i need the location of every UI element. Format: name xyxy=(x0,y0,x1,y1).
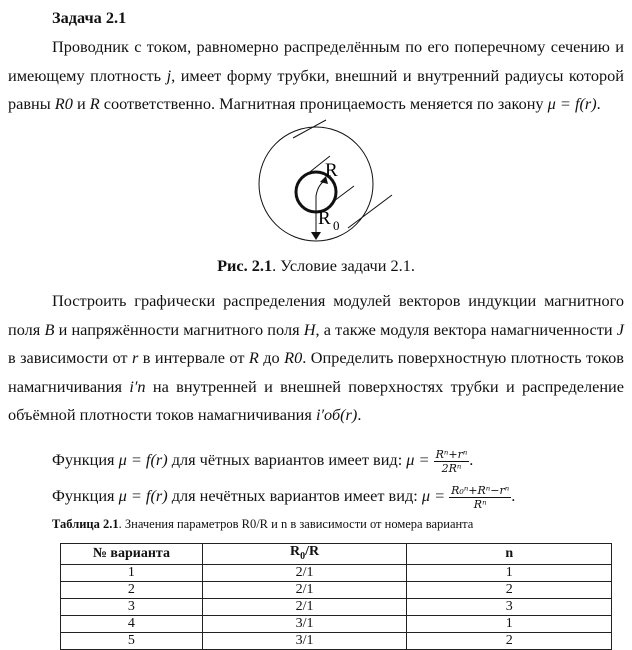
variants-table xyxy=(60,543,612,650)
table-row: 2 2/1 2 xyxy=(61,581,612,598)
task-instructions: Построить графически распределения модулей векторов индукции магнитного поля B и напряжённости магнитного поля H, а также модуля вектора намагниченности J в зависимости от r в интервале от R до R0. Определить поверхностную плотность токов намагничивания i′п на внутренней и внешней поверхностях трубки и распределение объёмной плотности токов намагничивания i′об(r). xyxy=(8,291,624,425)
header-n: n xyxy=(407,544,612,565)
problem-statement: Проводник с током, равномерно распределённым по его поперечному сечению и имеющему плотность j, имеет форму трубки, внешний и внутренний радиусы которой равны R0 и R соответственно. Магнитная проницаемость меняется по закону μ = f(r). xyxy=(8,37,624,113)
task-title: Задача 2.1 xyxy=(52,8,127,27)
arrowhead-icon xyxy=(311,232,321,240)
hatch-line xyxy=(293,120,326,138)
table-row: 4 3/1 1 xyxy=(61,615,612,632)
table-caption: Таблица 2.1. Значения параметров R0/R и n в зависимости от номера варианта xyxy=(52,517,474,531)
hatch-line xyxy=(348,195,392,228)
figure-caption: Рис. 2.1. Условие задачи 2.1. xyxy=(217,256,415,275)
label-R0-subscript: 0 xyxy=(333,218,340,233)
header-variant: № варианта xyxy=(61,544,203,565)
figure-tube-cross-section xyxy=(0,0,632,260)
label-R0: R xyxy=(318,208,331,229)
table-row: 1 2/1 1 xyxy=(61,564,612,581)
table-row: 3 2/1 3 xyxy=(61,598,612,615)
formula-odd: Функция μ = f(r) для нечётных вариантов имеет вид: μ = $\frac{\text{R₀ⁿ+Rⁿ−rⁿ}}{\text{Rⁿ}}$ . xyxy=(52,484,516,511)
formula-even: Функция μ = f(r) для чётных вариантов имеет вид: μ = $\frac{\text{Rⁿ+rⁿ}}{\text{2Rⁿ}}$ . xyxy=(52,448,474,475)
table-row: 5 3/1 2 xyxy=(61,632,612,649)
header-r0-r: $R_0/R$ xyxy=(202,544,407,565)
table-header-row xyxy=(61,544,612,565)
label-R: R xyxy=(325,160,338,181)
